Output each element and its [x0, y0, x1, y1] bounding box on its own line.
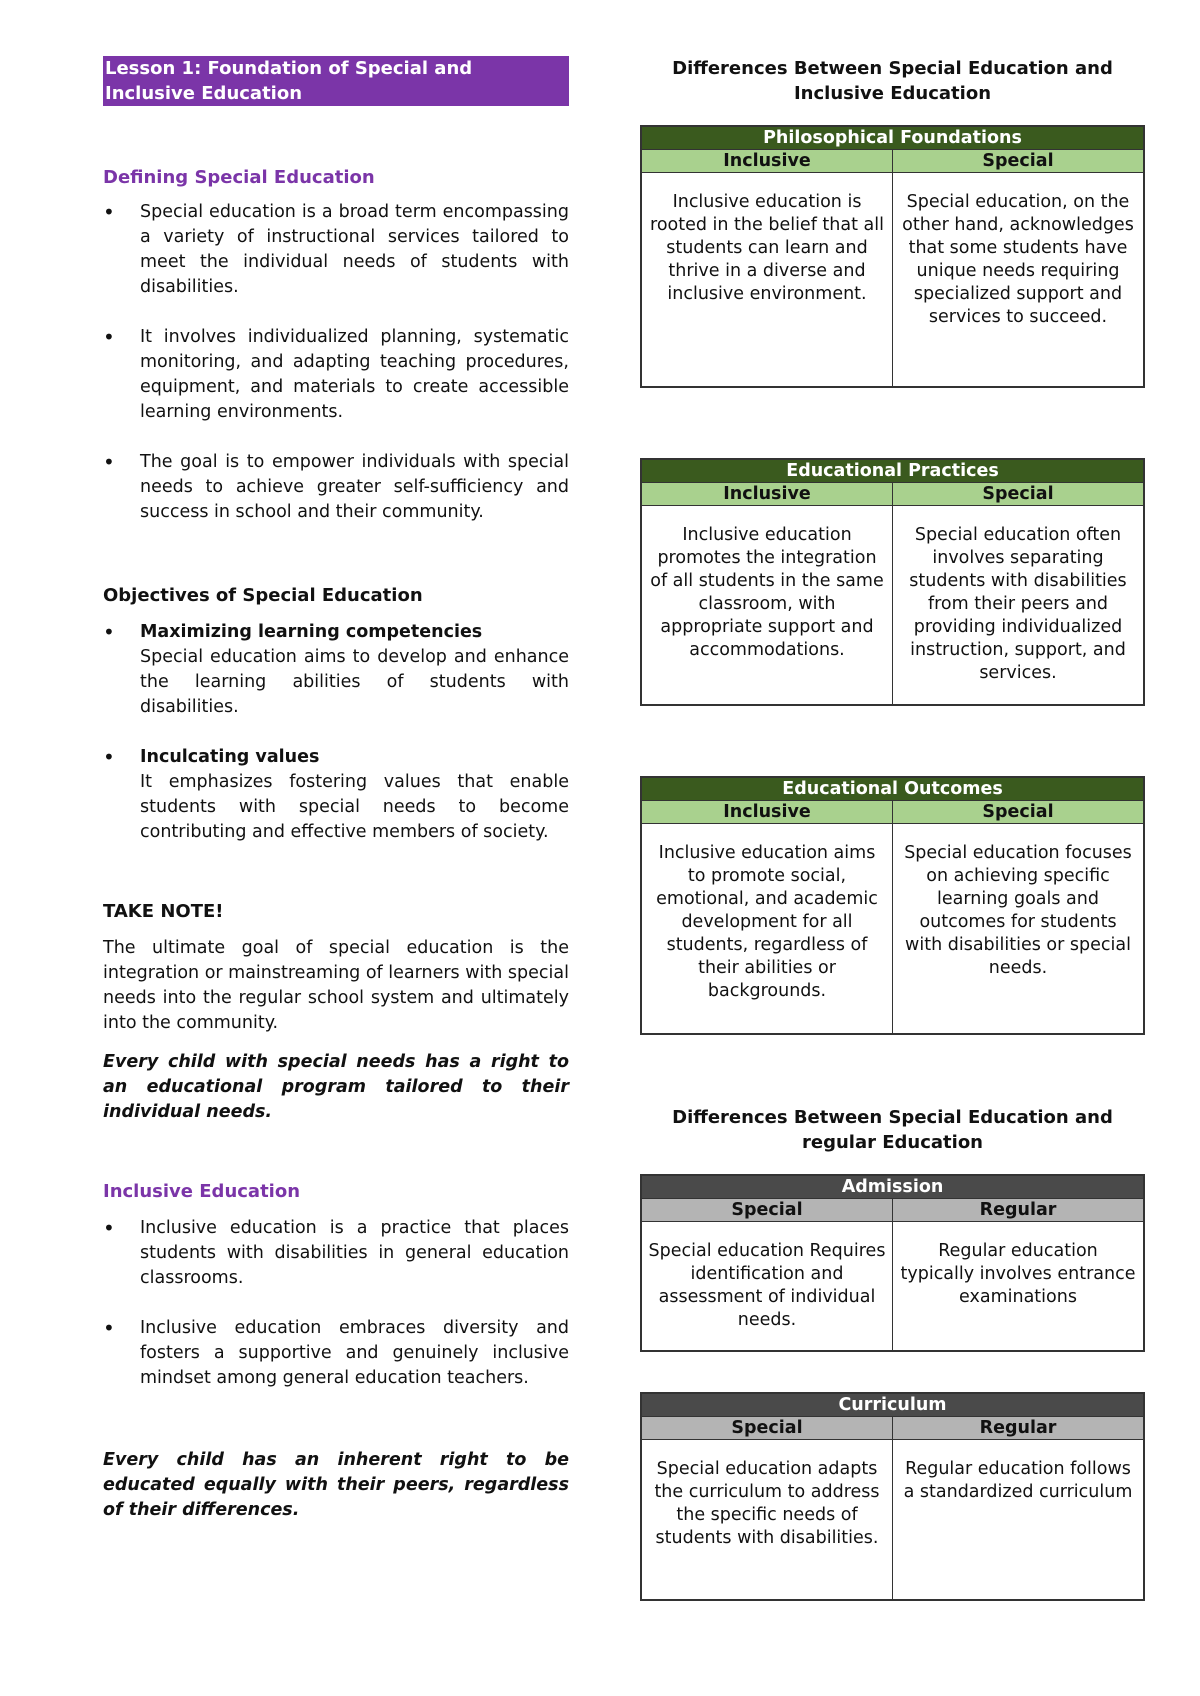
column-header: Inclusive	[641, 801, 893, 824]
right-column	[640, 56, 1145, 1601]
comparison-table	[640, 125, 1145, 388]
list-item: • It involves individualized planning, systematic monitoring, and adapting teaching procedures, equipment, and materials to create accessible learning environments.	[103, 325, 569, 425]
take-note-text: The ultimate goal of special education is the integration or mainstreaming of learners with special needs into the regular school system and ultimately into the community.	[103, 938, 569, 1033]
table-cell: Inclusive education aims to promote social, emotional, and academic development for all students, regardless of their abilities or backgrounds.	[641, 824, 893, 1034]
lesson-title: Lesson 1: Foundation of Special and Inclusive Education	[103, 56, 569, 106]
table-cell: Inclusive education is rooted in the belief that all students can learn and thrive in a diverse and inclusive environment.	[641, 173, 893, 387]
table-cell: Inclusive education promotes the integration of all students in the same classroom, with appropriate support and accommodations.	[641, 505, 893, 705]
inclusive-list	[103, 1216, 569, 1391]
table-cell: Special education focuses on achieving specific learning goals and outcomes for students with disabilities or special needs.	[893, 824, 1145, 1034]
column-header: Special	[893, 482, 1145, 505]
column-header: Inclusive	[641, 150, 893, 173]
table-cell: Special education adapts the curriculum to address the specific needs of students with disabilities.	[641, 1440, 893, 1600]
table-cell: Regular education follows a standardized curriculum	[893, 1440, 1145, 1600]
table-category: Educational Outcomes	[641, 777, 1144, 801]
list-item: • Inclusive education is a practice that places students with disabilities in general education classrooms.	[103, 1216, 569, 1291]
comparison-table	[640, 1392, 1145, 1601]
take-note-heading: TAKE NOTE!	[103, 901, 224, 922]
list-item: • Maximizing learning competencies Special education aims to develop and enhance the learning abilities of students with disabilities.	[103, 620, 569, 720]
comparison-table	[640, 776, 1145, 1035]
comparison-table	[640, 458, 1145, 707]
table-category: Curriculum	[641, 1393, 1144, 1417]
table-category: Admission	[641, 1175, 1144, 1199]
section1-title: Differences Between Special Education and Inclusive Education	[672, 58, 1113, 104]
column-header: Special	[641, 1198, 893, 1221]
column-header: Regular	[893, 1198, 1145, 1221]
defining-heading: Defining Special Education	[103, 167, 375, 188]
list-item: • The goal is to empower individuals with special needs to achieve greater self-sufficiency and success in school and their community.	[103, 450, 569, 525]
inclusive-heading: Inclusive Education	[103, 1181, 301, 1202]
defining-list	[103, 200, 569, 525]
table-cell: Special education, on the other hand, acknowledges that some students have unique needs requiring specialized support and services to succeed.	[893, 173, 1145, 387]
table-category: Educational Practices	[641, 459, 1144, 483]
table-cell: Special education often involves separating students with disabilities from their peers and providing individualized instruction, support, and services.	[893, 505, 1145, 705]
table-category: Philosophical Foundations	[641, 126, 1144, 150]
section2-title: Differences Between Special Education and regular Education	[672, 1106, 1113, 1153]
list-item: • Inclusive education embraces diversity and fosters a supportive and genuinely inclusive mindset among general education teachers.	[103, 1316, 569, 1391]
list-item: • Inculcating values It emphasizes fostering values that enable students with special needs to become contributing and effective members of society.	[103, 745, 569, 845]
left-column	[103, 56, 569, 1523]
table-cell: Regular education typically involves entrance examinations	[893, 1221, 1145, 1351]
column-header: Inclusive	[641, 482, 893, 505]
inclusive-emphasis: Every child has an inherent right to be educated equally with their peers, regardless of their differences.	[103, 1450, 569, 1520]
column-header: Special	[641, 1417, 893, 1440]
take-note-emphasis: Every child with special needs has a right to an educational program tailored to their individual needs.	[103, 1052, 569, 1122]
column-header: Special	[893, 801, 1145, 824]
list-item: • Special education is a broad term encompassing a variety of instructional services tailored to meet the individual needs of students with disabilities.	[103, 200, 569, 300]
comparison-table	[640, 1174, 1145, 1353]
column-header: Regular	[893, 1417, 1145, 1440]
column-header: Special	[893, 150, 1145, 173]
table-cell: Special education Requires identification and assessment of individual needs.	[641, 1221, 893, 1351]
objectives-list	[103, 620, 569, 845]
objectives-heading: Objectives of Special Education	[103, 585, 423, 606]
